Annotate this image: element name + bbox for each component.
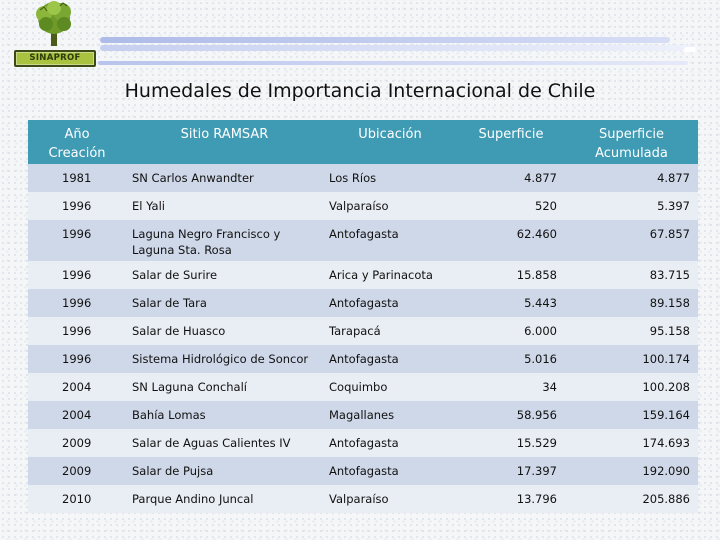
cell-area: 5.443 [457,289,565,317]
wetlands-table [28,120,698,513]
cell-site: Laguna Negro Francisco y Laguna Sta. Rosa [126,220,323,261]
header-band [98,61,688,65]
cell-area: 520 [457,192,565,220]
cell-cumulative-area: 5.397 [565,192,698,220]
logo-badge: SINAPROF [14,50,96,67]
cell-location: Los Ríos [323,164,457,192]
table-row [28,220,698,261]
table-row [28,164,698,192]
cell-location: Antofagasta [323,429,457,457]
cell-area: 5.016 [457,345,565,373]
table-row [28,457,698,485]
table-body [28,164,698,513]
table-header-row [28,120,698,164]
table-row [28,345,698,373]
cell-year: 1981 [28,164,126,192]
header-site: Sitio RAMSAR [126,120,323,164]
cell-year: 2009 [28,457,126,485]
cell-site: Salar de Surire [126,261,323,289]
table-row [28,317,698,345]
cell-year: 1996 [28,220,126,261]
cell-area: 58.956 [457,401,565,429]
cell-cumulative-area: 205.886 [565,485,698,513]
cell-year: 1996 [28,345,126,373]
page-title: Humedales de Importancia Internacional de Chile [124,80,596,102]
cell-year: 2010 [28,485,126,513]
cell-area: 17.397 [457,457,565,485]
table-row [28,373,698,401]
cell-area: 13.796 [457,485,565,513]
cell-cumulative-area: 174.693 [565,429,698,457]
cell-site: SN Carlos Anwandter [126,164,323,192]
sinaprof-logo [6,0,96,72]
cell-area: 6.000 [457,317,565,345]
cell-area: 34 [457,373,565,401]
cell-location: Antofagasta [323,289,457,317]
cell-cumulative-area: 100.174 [565,345,698,373]
cell-year: 1996 [28,192,126,220]
header-area: Superficie [457,120,565,164]
cell-cumulative-area: 89.158 [565,289,698,317]
cell-location: Antofagasta [323,345,457,373]
cell-year: 2009 [28,429,126,457]
cell-site: Salar de Aguas Calientes IV [126,429,323,457]
header-cumulative-area: Superficie Acumulada [565,120,698,164]
cell-location: Antofagasta [323,220,457,261]
header-band [100,37,670,43]
cell-location: Valparaíso [323,192,457,220]
table-row [28,289,698,317]
cell-site: Bahía Lomas [126,401,323,429]
cell-location: Antofagasta [323,457,457,485]
cell-site: El Yali [126,192,323,220]
table-row [28,192,698,220]
cell-cumulative-area: 83.715 [565,261,698,289]
cell-cumulative-area: 95.158 [565,317,698,345]
cell-year: 2004 [28,401,126,429]
tree-icon [26,0,82,48]
cell-year: 1996 [28,261,126,289]
cell-cumulative-area: 4.877 [565,164,698,192]
cell-cumulative-area: 159.164 [565,401,698,429]
table-row [28,401,698,429]
cell-area: 62.460 [457,220,565,261]
cell-cumulative-area: 67.857 [565,220,698,261]
cell-cumulative-area: 100.208 [565,373,698,401]
cell-area: 4.877 [457,164,565,192]
cell-location: Coquimbo [323,373,457,401]
cell-location: Tarapacá [323,317,457,345]
cell-year: 2004 [28,373,126,401]
cell-area: 15.858 [457,261,565,289]
cell-site: Salar de Pujsa [126,457,323,485]
header-band-tip [684,47,696,52]
cell-year: 1996 [28,317,126,345]
cell-site: SN Laguna Conchalí [126,373,323,401]
cell-site: Salar de Huasco [126,317,323,345]
table-row [28,429,698,457]
cell-location: Arica y Parinacota [323,261,457,289]
cell-site: Parque Andino Juncal [126,485,323,513]
cell-site: Salar de Tara [126,289,323,317]
table-row [28,485,698,513]
cell-area: 15.529 [457,429,565,457]
header-location: Ubicación [323,120,457,164]
cell-site: Sistema Hidrológico de Soncor [126,345,323,373]
header-band [100,45,695,51]
cell-cumulative-area: 192.090 [565,457,698,485]
cell-location: Magallanes [323,401,457,429]
cell-year: 1996 [28,289,126,317]
cell-location: Valparaíso [323,485,457,513]
header-year: Año Creación [28,120,126,164]
table-row [28,261,698,289]
